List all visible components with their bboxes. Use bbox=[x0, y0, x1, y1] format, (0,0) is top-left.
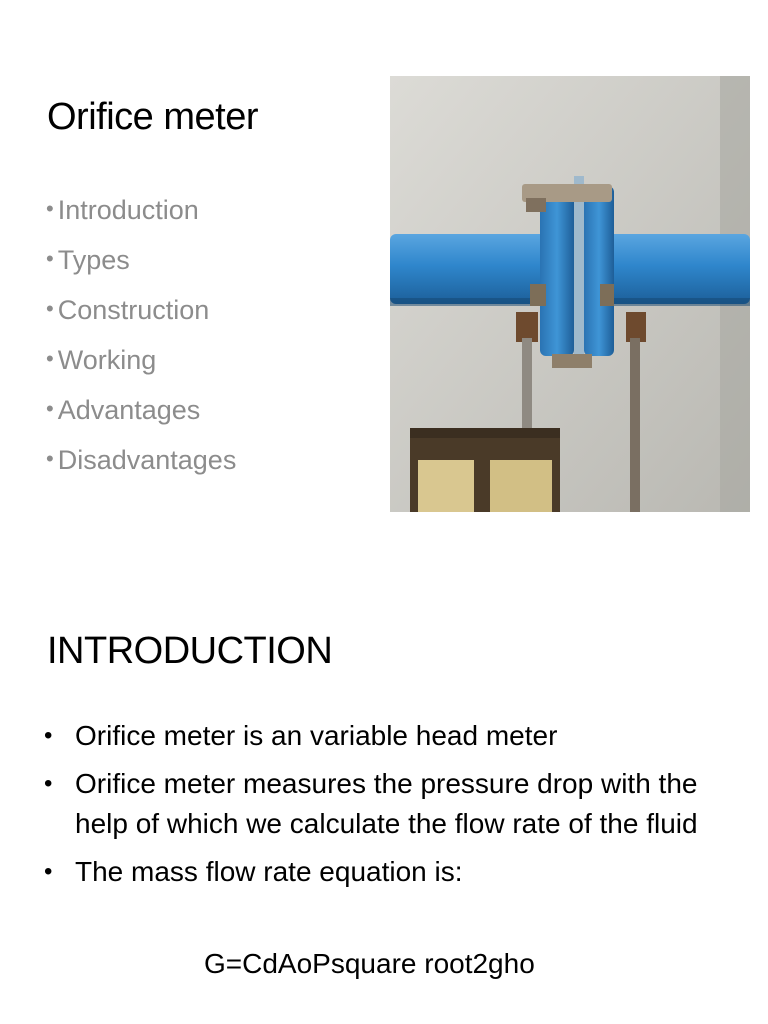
bullet-icon: • bbox=[46, 446, 54, 471]
box-panel-left bbox=[418, 460, 474, 512]
table-of-contents bbox=[46, 186, 236, 486]
side-nut bbox=[530, 284, 546, 306]
introduction-bullets bbox=[44, 716, 734, 900]
right-tube bbox=[630, 338, 640, 512]
orifice-plate bbox=[574, 176, 584, 366]
box-panel-right bbox=[490, 460, 552, 512]
toc-item-types: • Types bbox=[46, 245, 130, 275]
top-nut bbox=[526, 198, 546, 212]
toc-item-working: • Working bbox=[46, 345, 157, 375]
slide-title: Orifice meter bbox=[47, 96, 258, 138]
bullet-icon: • bbox=[44, 722, 53, 749]
bullet-icon: • bbox=[46, 346, 54, 371]
bullet-item: • Orifice meter is an variable head meter bbox=[44, 716, 734, 756]
side-nut-right bbox=[600, 284, 614, 306]
bottom-nut bbox=[552, 354, 592, 368]
left-pressure-tap bbox=[516, 312, 538, 342]
orifice-meter-illustration bbox=[390, 76, 750, 512]
right-pressure-tap bbox=[626, 312, 646, 342]
bullet-icon: • bbox=[46, 396, 54, 421]
bullet-icon: • bbox=[46, 196, 54, 221]
toc-item-construction: • Construction bbox=[46, 295, 210, 325]
bullet-item: • The mass flow rate equation is: bbox=[44, 852, 734, 892]
toc-item-disadvantages: • Disadvantages bbox=[46, 445, 237, 475]
bullet-icon: • bbox=[46, 296, 54, 321]
toc-item-introduction: • Introduction bbox=[46, 195, 199, 225]
box-top bbox=[410, 428, 560, 438]
toc-item-advantages: • Advantages bbox=[46, 395, 201, 425]
slide-introduction bbox=[0, 560, 768, 1024]
bullet-icon: • bbox=[46, 246, 54, 271]
flange-right bbox=[584, 186, 614, 356]
bullet-icon: • bbox=[44, 858, 53, 885]
bullet-item: • Orifice meter measures the pressure drop with the help of which we calculate the flow rate of the fluid bbox=[44, 764, 734, 844]
orifice-meter-photo bbox=[390, 76, 750, 512]
bullet-icon: • bbox=[44, 770, 53, 797]
slide-title: INTRODUCTION bbox=[47, 630, 333, 672]
mass-flow-equation: G=CdAoPsquare root2gho bbox=[204, 948, 535, 979]
